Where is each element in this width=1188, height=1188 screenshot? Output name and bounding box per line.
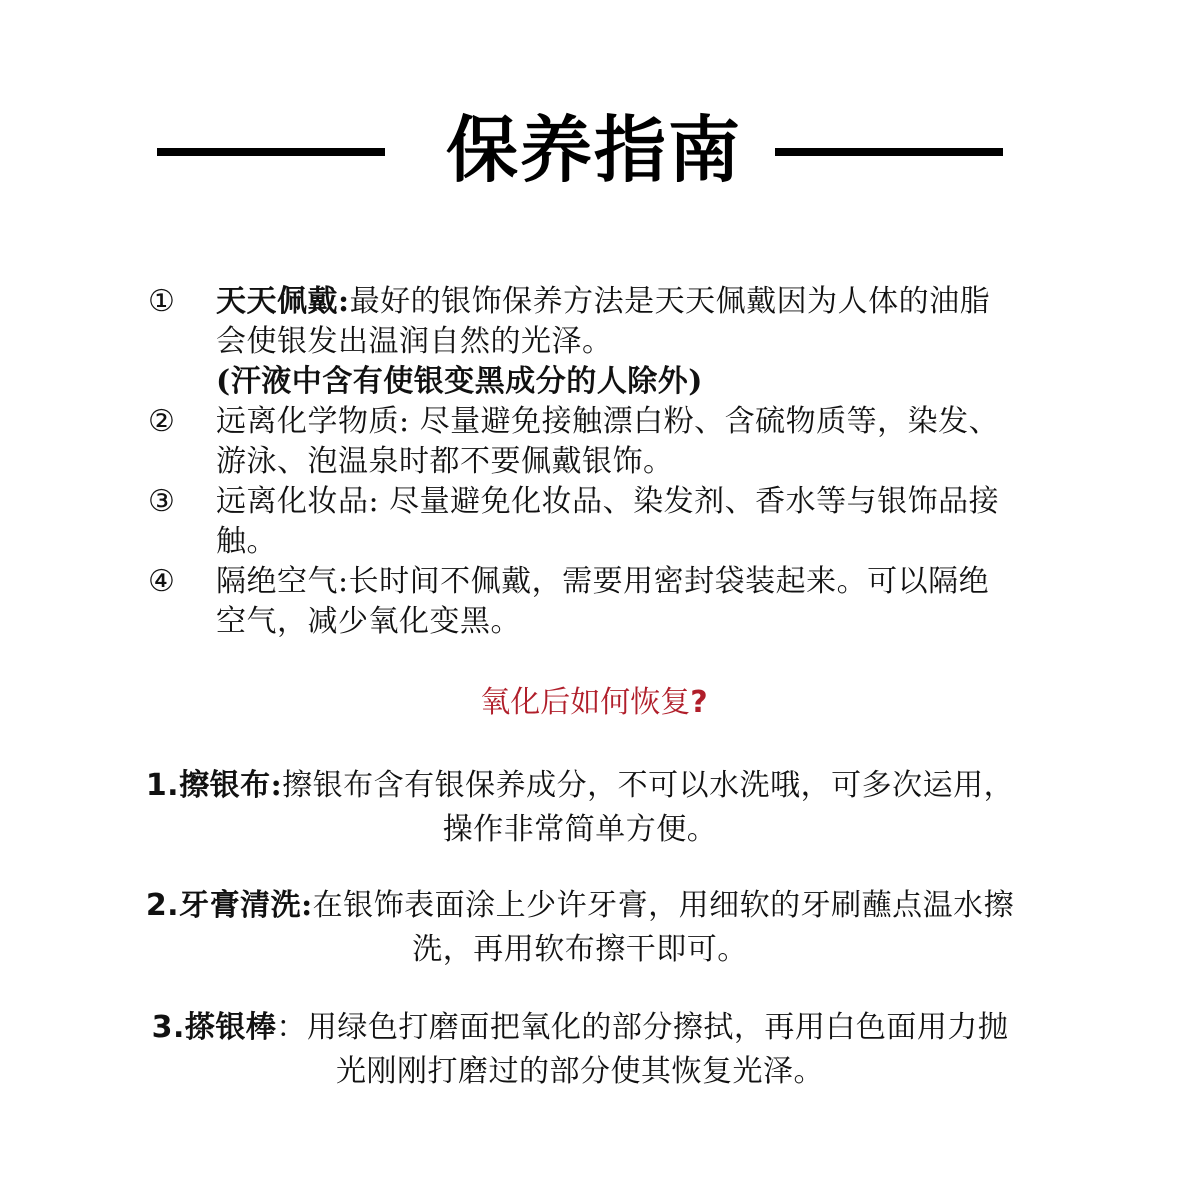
method-item-3 [140, 1006, 1020, 1094]
title-row [0, 105, 1188, 195]
tip-heading: 远离化妆品: [216, 484, 380, 519]
tip-number: ② [148, 404, 176, 439]
method-body: 在银饰表面涂上少许牙膏，用细软的牙刷蘸点温水擦洗，再用软布擦干即可。 [312, 888, 1015, 967]
method-title: 牙膏清洗: [179, 888, 313, 923]
tip-body: 最好的银饰保养方法是天天佩戴因为人体的油脂会使银发出温润自然的光泽。 [216, 284, 991, 359]
tip-item-4 [148, 562, 1018, 642]
tip-number: ④ [148, 564, 176, 599]
page-title: 保养指南 [445, 108, 742, 192]
tip-body: 尽量避免化妆品、染发剂、香水等与银饰品接触。 [216, 484, 1000, 559]
tip-number: ③ [148, 484, 176, 519]
method-heading [146, 888, 313, 923]
method-number: 2. [145, 888, 180, 923]
method-title: 擦银布: [179, 768, 283, 803]
tip-heading: 隔绝空气: [216, 564, 349, 599]
question-mark: ? [690, 685, 708, 720]
recovery-subtitle-text: 氧化后如何恢复 [480, 685, 691, 720]
tip-body: 长时间不佩戴，需要用密封袋装起来。可以隔绝空气，减少氧化变黑。 [216, 564, 990, 639]
method-body: 擦银布含有银保养成分，不可以水洗哦，可多次运用，操作非常简单方便。 [282, 768, 1015, 847]
method-body: ：用绿色打磨面把氧化的部分擦拭，再用白色面用力抛光刚刚打磨过的部分使其恢复光泽。 [276, 1010, 1009, 1089]
tip-number: ① [148, 284, 176, 319]
method-heading [146, 768, 282, 803]
method-heading [152, 1010, 277, 1045]
tip-heading: 远离化学物质: [216, 404, 410, 439]
method-number: 3. [151, 1010, 185, 1045]
tip-body: 尽量避免接触漂白粉、含硫物质等，染发、游泳、泡温泉时都不要佩戴银饰。 [216, 404, 1000, 479]
method-item-1 [140, 764, 1020, 852]
method-title: 搽银棒 [184, 1010, 277, 1045]
recovery-subtitle [0, 683, 1188, 723]
title-rule-right [775, 148, 1003, 156]
method-number: 1. [145, 768, 180, 803]
tip-note: (汗液中含有使银变黑成分的人除外) [216, 364, 703, 399]
tip-heading: 天天佩戴: [216, 284, 350, 319]
method-item-2 [140, 884, 1020, 972]
tip-item-3 [148, 482, 1018, 562]
tip-item-1 [148, 282, 1018, 402]
care-tips-list [148, 282, 1018, 642]
tip-item-2 [148, 402, 1018, 482]
